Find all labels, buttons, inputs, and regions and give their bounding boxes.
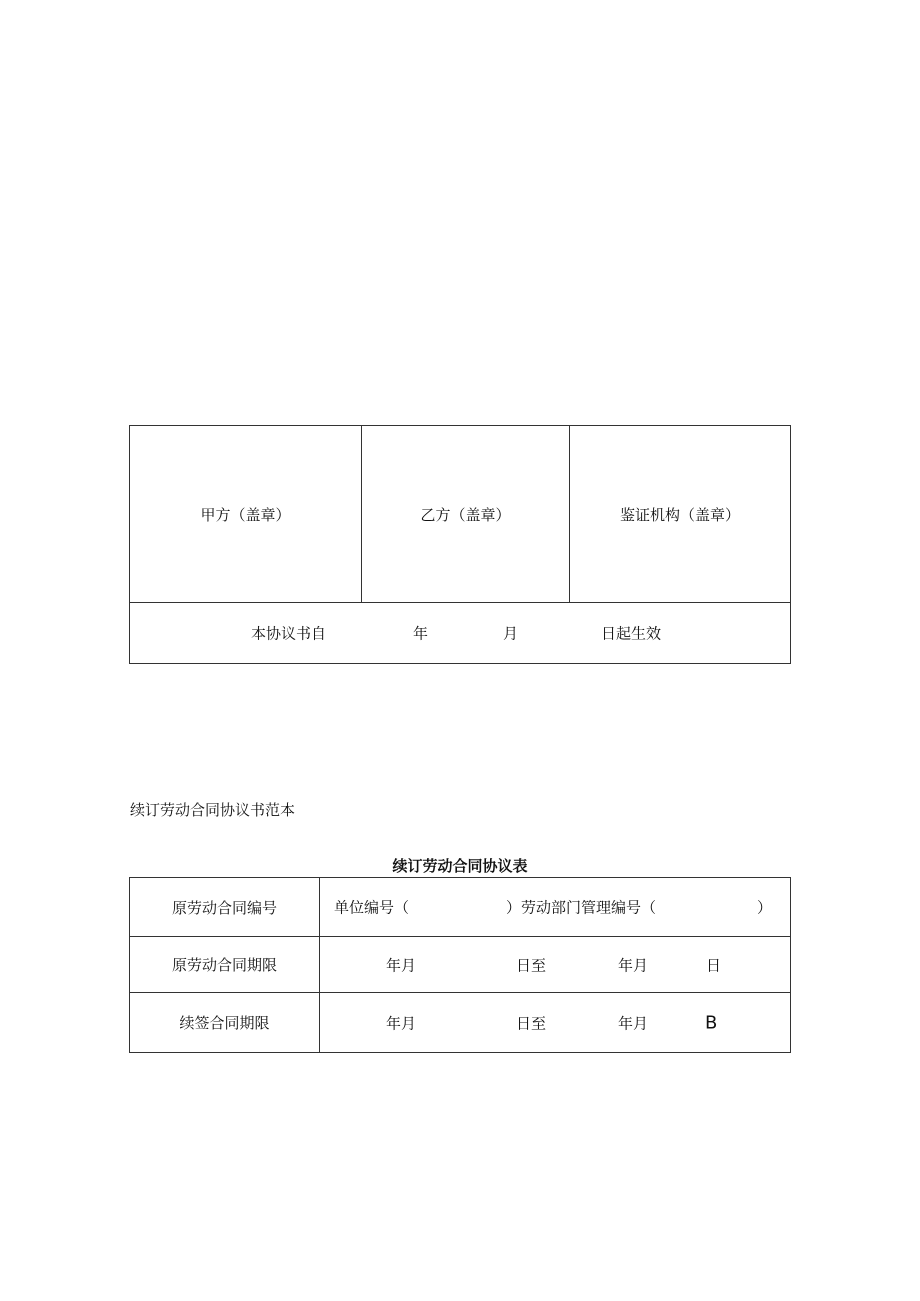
original-contract-term-value-cell <box>320 937 791 993</box>
table-caption: 续订劳动合同协议表 <box>392 857 528 875</box>
effective-year: 年 <box>413 624 429 643</box>
signature-table <box>129 425 791 664</box>
original-contract-no-label: 原劳动合同编号 <box>171 898 277 917</box>
original-contract-no-value-cell <box>320 878 791 937</box>
original-contract-no-label-cell <box>130 878 320 937</box>
effective-month: 月 <box>503 624 519 643</box>
renewal-start-day-to: 日至 <box>516 1014 547 1032</box>
document-title: 续订劳动合同协议书范本 <box>130 801 296 819</box>
original-start-day-to: 日至 <box>516 956 547 974</box>
notary-label: 鉴证机构（盖章） <box>619 505 740 524</box>
effective-suffix: 日起生效 <box>601 624 662 643</box>
original-contract-term-label-cell <box>130 937 320 993</box>
effective-date-cell <box>130 603 791 664</box>
renewal-end-year-month: 年月 <box>618 1014 649 1032</box>
original-contract-term-label: 原劳动合同期限 <box>171 956 277 974</box>
renewal-term-label-cell <box>130 993 320 1053</box>
original-start-year-month: 年月 <box>386 956 417 974</box>
original-end-day: 日 <box>706 956 722 974</box>
effective-prefix: 本协议书自 <box>251 624 327 643</box>
dept-number-label: ）劳动部门管理编号（ <box>506 898 657 917</box>
renewal-end-day: B <box>705 1012 718 1033</box>
party-a-label: 甲方（盖章） <box>200 505 291 524</box>
renewal-table <box>129 877 791 1053</box>
party-b-label: 乙方（盖章） <box>420 505 511 524</box>
unit-number-label: 单位编号（ <box>334 898 410 917</box>
original-end-year-month: 年月 <box>618 956 649 974</box>
party-a-seal-cell <box>130 426 362 603</box>
renewal-term-label: 续签合同期限 <box>179 1014 270 1032</box>
party-b-seal-cell <box>362 426 570 603</box>
renewal-start-year-month: 年月 <box>386 1014 417 1032</box>
dept-number-close: ） <box>757 898 773 917</box>
notary-seal-cell <box>570 426 791 603</box>
renewal-term-value-cell <box>320 993 791 1053</box>
